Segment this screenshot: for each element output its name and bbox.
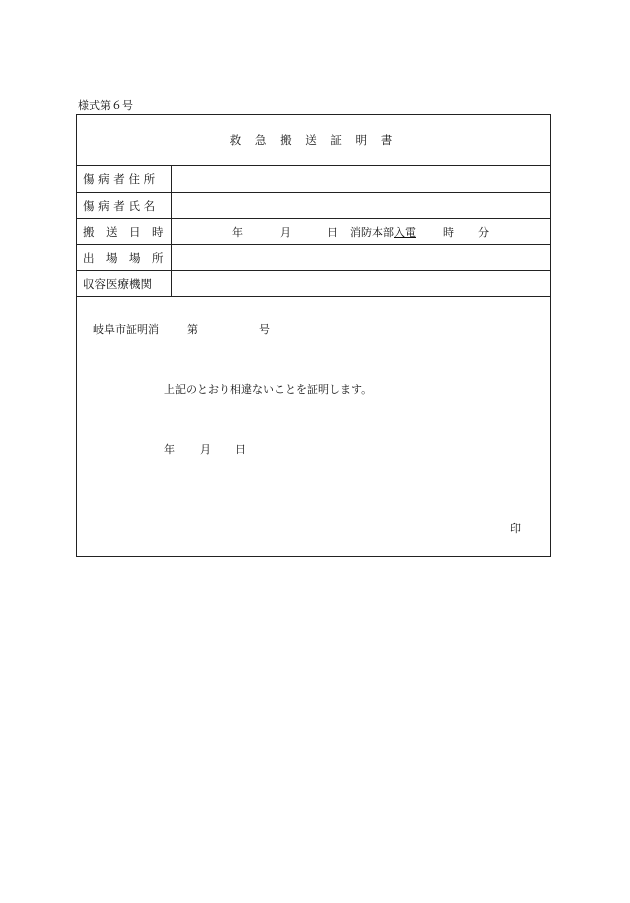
field-patient-name[interactable] xyxy=(172,193,550,218)
label-patient-name: 傷 病 者 氏 名 xyxy=(77,193,172,218)
datetime-minute: 分 xyxy=(478,225,489,239)
row-patient-name xyxy=(77,193,550,219)
seal-mark: 印 xyxy=(510,522,521,535)
form-number: 様式第６号 xyxy=(78,99,133,112)
datetime-month: 月 xyxy=(280,225,291,239)
datetime-day: 日 xyxy=(327,225,338,239)
label-patient-address: 傷 病 者 住 所 xyxy=(77,166,172,192)
row-transport-datetime xyxy=(77,219,550,245)
datetime-dept: 消防本部 xyxy=(350,225,394,239)
form-title: 救 急 搬 送 証 明 書 xyxy=(77,115,550,166)
field-transport-datetime[interactable] xyxy=(172,219,550,244)
certificate-date-year: 年 xyxy=(164,443,175,456)
label-dispatch-location: 出 場 場 所 xyxy=(77,245,172,270)
certificate-date-month: 月 xyxy=(200,443,211,456)
row-receiving-hospital xyxy=(77,271,550,297)
row-patient-address xyxy=(77,166,550,193)
certificate-number-prefix: 岐阜市証明消 xyxy=(93,323,159,336)
field-patient-address[interactable] xyxy=(172,166,550,192)
certificate-date-day: 日 xyxy=(235,443,246,456)
certificate-number-dai: 第 xyxy=(187,323,198,336)
certificate-statement: 上記のとおり相違ないことを証明します。 xyxy=(164,383,373,396)
datetime-hour: 時 xyxy=(443,225,454,239)
certificate-form xyxy=(76,114,551,557)
field-receiving-hospital[interactable] xyxy=(172,271,550,296)
label-transport-datetime: 搬 送 日 時 xyxy=(77,219,172,244)
field-dispatch-location[interactable] xyxy=(172,245,550,270)
datetime-year: 年 xyxy=(232,225,243,239)
row-dispatch-location xyxy=(77,245,550,271)
label-receiving-hospital: 収容医療機関 xyxy=(77,271,172,296)
certificate-number-go: 号 xyxy=(259,323,270,336)
datetime-received: 入電 xyxy=(394,225,416,239)
certificate-body xyxy=(77,297,550,555)
